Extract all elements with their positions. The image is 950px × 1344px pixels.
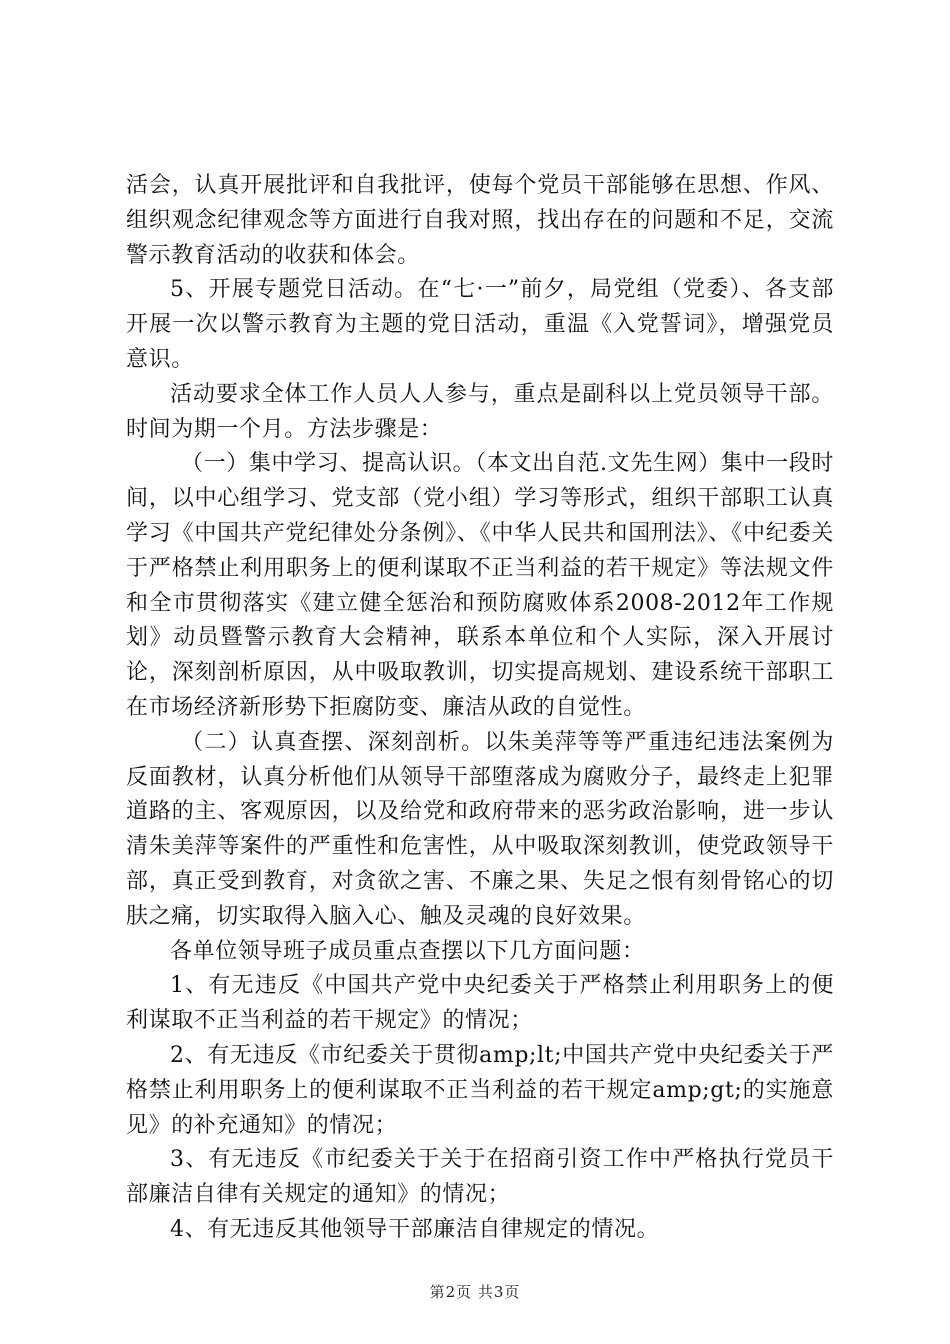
page-number-footer: 第2页 共3页 (429, 1283, 521, 1301)
paragraph-check-items-intro: 各单位领导班子成员重点查摆以下几方面问题： (170, 938, 645, 964)
paragraph-step-two: （二）认真查摆、深刻剖析。以朱美萍等等严重违纪违法案例为反面教材，认真分析他们从领导干部堕落成为腐败分子，最终走上犯罪道路的主、客观原因，以及给党和政府带来的恶劣政治影响，进一步认清朱美萍等案件的严重性和危害性，从中吸取深刻教训，使党政领导干部，真正受到教育，对贪欲之害、不廉之果、失足之恨有刻骨铭心的切肤之痛，切实取得入脑入心、触及灵魂的良好效果。 (126, 729, 834, 929)
paragraph-step-one: （一）集中学习、提高认识。（本文出自范.文先生网）集中一段时间，以中心组学习、党支部（党小组）学习等形式，组织干部职工认真学习《中国共产党纪律处分条例》、《中华人民共和国刑法》、《中纪委关于严格禁止利用职务上的便利谋取不正当利益的若干规定》等法规文件和全市贯彻落实《建立健全惩治和预防腐败体系2008-2012年工作规划》动员暨警示教育大会精神，联系本单位和个人实际，深入开展讨论，深刻剖析原因，从中吸取教训，切实提高规划、建设系统干部职工在市场经济新形势下拒腐防变、廉洁从政的自觉性。 (126, 451, 834, 720)
list-item-check-1: 1、有无违反《中国共产党中央纪委关于严格禁止利用职务上的便利谋取不正当利益的若干规定》的情况； (126, 973, 834, 1034)
document-body (126, 169, 834, 1248)
list-item-check-2: 2、有无违反《市纪委关于贯彻amp;lt;中国共产党中央纪委关于严格禁止利用职务上的便利谋取不正当利益的若干规定amp;gt;的实施意见》的补充通知》的情况； (126, 1042, 834, 1138)
list-item-check-4: 4、有无违反其他领导干部廉洁自律规定的情况。 (170, 1216, 660, 1242)
paragraph-party-day: 5、开展专题党日活动。在“七·一”前夕，局党组（党委）、各支部开展一次以警示教育为主题的党日活动，重温《入党誓词》，增强党员意识。 (126, 277, 834, 372)
list-item-check-3: 3、有无违反《市纪委关于关于在招商引资工作中严格执行党员干部廉洁自律有关规定的通知》的情况； (126, 1147, 834, 1208)
paragraph-activity-requirements: 活动要求全体工作人员人人参与，重点是副科以上党员领导干部。时间为期一个月。方法步骤是： (126, 381, 834, 442)
paragraph-continuation: 活会，认真开展批评和自我批评，使每个党员干部能够在思想、作风、组织观念纪律观念等方面进行自我对照，找出存在的问题和不足，交流警示教育活动的收获和体会。 (126, 173, 834, 268)
